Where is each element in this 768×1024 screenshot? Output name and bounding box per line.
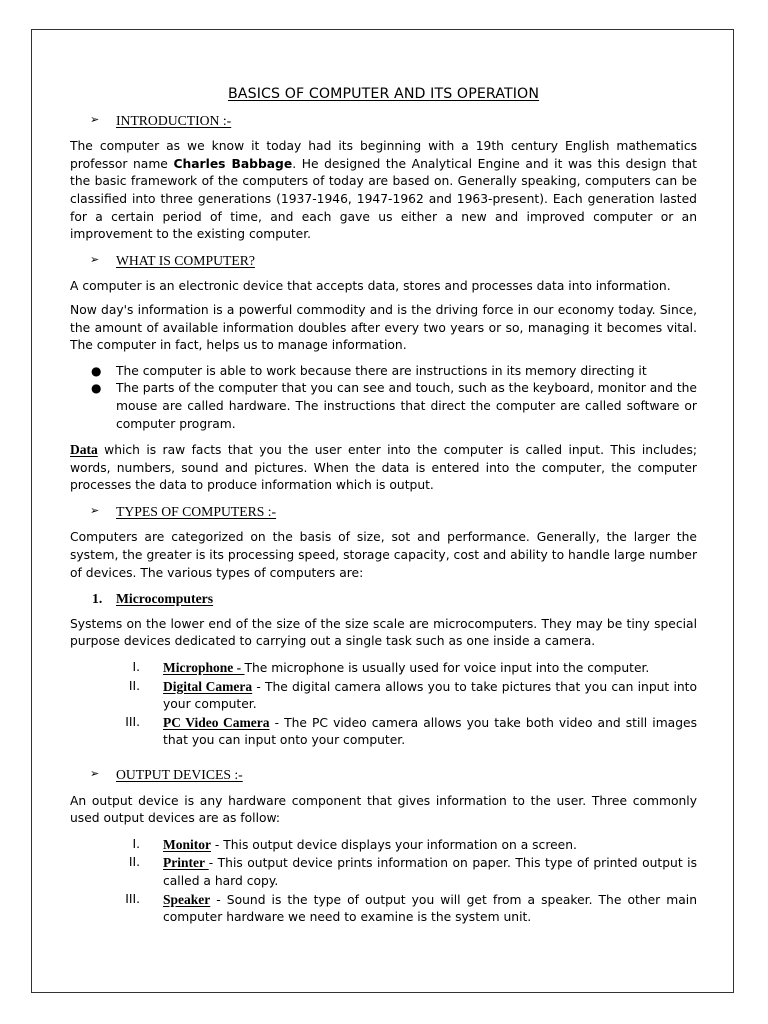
- list-item: [70, 891, 697, 927]
- list-number: III.: [125, 714, 140, 729]
- section-heading-output-devices: [90, 766, 697, 784]
- document-title: BASICS OF COMPUTER AND ITS OPERATION: [227, 86, 540, 102]
- bullet-icon: ●: [91, 363, 102, 378]
- data-paragraph: [70, 441, 697, 495]
- data-text: which is raw facts that you the user enter into the computer is called input. This includes; words, numbers, sound and pictures. When the data is entered into the computer, the computer processes the data to produce information which is output.: [70, 443, 697, 493]
- data-term: Data: [70, 442, 98, 458]
- intro-paragraph: [70, 138, 697, 244]
- list-item-text: The computer is able to work because there are instructions in its memory directing it: [116, 363, 647, 378]
- item-term: PC Video Camera: [163, 714, 270, 730]
- item-term: Speaker: [163, 891, 211, 907]
- types-paragraph: Computers are categorized on the basis of size, sot and performance. Generally, the larger the system, the greater is its processing speed, storage capacity, cost and ability to handle large number of devices. The various types of computers are:: [70, 530, 697, 580]
- bullet-list: [70, 363, 697, 433]
- item-term: Printer: [163, 855, 209, 871]
- list-number: I.: [132, 836, 140, 851]
- section-heading-text: WHAT IS COMPUTER?: [116, 252, 255, 268]
- item-text: - The PC video camera allows you take both video and still images that you can input onto your computer.: [163, 715, 697, 748]
- list-number: II.: [128, 855, 140, 870]
- list-item: [70, 836, 697, 855]
- bullet-icon: ●: [91, 381, 102, 396]
- subheading-text: Microcomputers: [116, 591, 214, 607]
- item-text: The microphone is usually used for voice input into the computer.: [244, 661, 650, 676]
- list-item: [70, 363, 697, 381]
- arrow-bullet-icon: ➢: [90, 768, 100, 780]
- item-term: Monitor: [163, 836, 211, 852]
- intro-text-a: The computer as we know it today had its beginning with a 19th century English mathematics professor name: [70, 139, 697, 171]
- intro-text-b: . He designed the Analytical Engine and it was this design that the basic framework of the computers of today are based on. Generally speaking, computers can be classified into three generations (1937-1946, 1947-1962 and 1963-present). Each generation lasted for a certain period of time, and each gave us either a new and improved computer or an improvement to the existing computer.: [70, 156, 698, 242]
- document-body: [70, 86, 697, 935]
- output-devices-list: [70, 836, 697, 927]
- item-text: - The digital camera allows you to take pictures that you can input into your computer.: [163, 679, 698, 712]
- list-item: [70, 714, 697, 750]
- section-heading-text: OUTPUT DEVICES :-: [116, 767, 243, 782]
- microcomputers-paragraph: Systems on the lower end of the size of the size scale are microcomputers. They may be tiny special purpose devices dedicated to carrying out a single task such as one inside a camera.: [70, 616, 697, 649]
- definition-paragraph: A computer is an electronic device that accepts data, stores and processes data into information.: [70, 279, 671, 294]
- list-item: [70, 678, 697, 714]
- list-number: II.: [128, 678, 140, 693]
- input-devices-list: [70, 659, 697, 750]
- section-heading-what-is-computer: [90, 252, 697, 270]
- list-item: [70, 854, 697, 890]
- subheading-microcomputers: [92, 590, 697, 608]
- item-term: Microphone -: [163, 660, 245, 676]
- section-heading-introduction: [90, 112, 697, 130]
- arrow-bullet-icon: ➢: [90, 253, 100, 266]
- section-heading-text: INTRODUCTION :-: [116, 112, 232, 128]
- item-text: - This output device displays your information on a screen.: [211, 837, 577, 852]
- list-item: [70, 380, 697, 433]
- item-term: Digital Camera: [163, 678, 253, 694]
- item-text: - Sound is the type of output you will get from a speaker. The other main computer hardware we need to examine is the system unit.: [163, 892, 697, 925]
- list-item: [70, 659, 697, 678]
- output-paragraph: An output device is any hardware component that gives information to the user. Three commonly used output devices are as follow:: [70, 793, 697, 826]
- item-text: - This output device prints information on paper. This type of printed output is called a hard copy.: [163, 856, 697, 888]
- arrow-bullet-icon: ➢: [90, 504, 100, 517]
- list-item-text: The parts of the computer that you can see and touch, such as the keyboard, monitor and the mouse are called hardware. The instructions that direct the computer are called software or computer program.: [116, 381, 697, 431]
- section-heading-types-of-computers: [90, 503, 697, 521]
- arrow-bullet-icon: ➢: [90, 113, 100, 126]
- subheading-number: 1.: [92, 591, 103, 607]
- list-number: III.: [125, 891, 140, 906]
- person-name: Charles Babbage: [173, 156, 293, 171]
- list-number: I.: [132, 660, 140, 675]
- section-heading-text: TYPES OF COMPUTERS :-: [116, 503, 277, 519]
- information-paragraph: Now day's information is a powerful commodity and is the driving force in our economy today. Since, the amount of available information doubles after every two years or so, managing it becomes vital. The computer in fact, helps us to manage information.: [70, 302, 697, 353]
